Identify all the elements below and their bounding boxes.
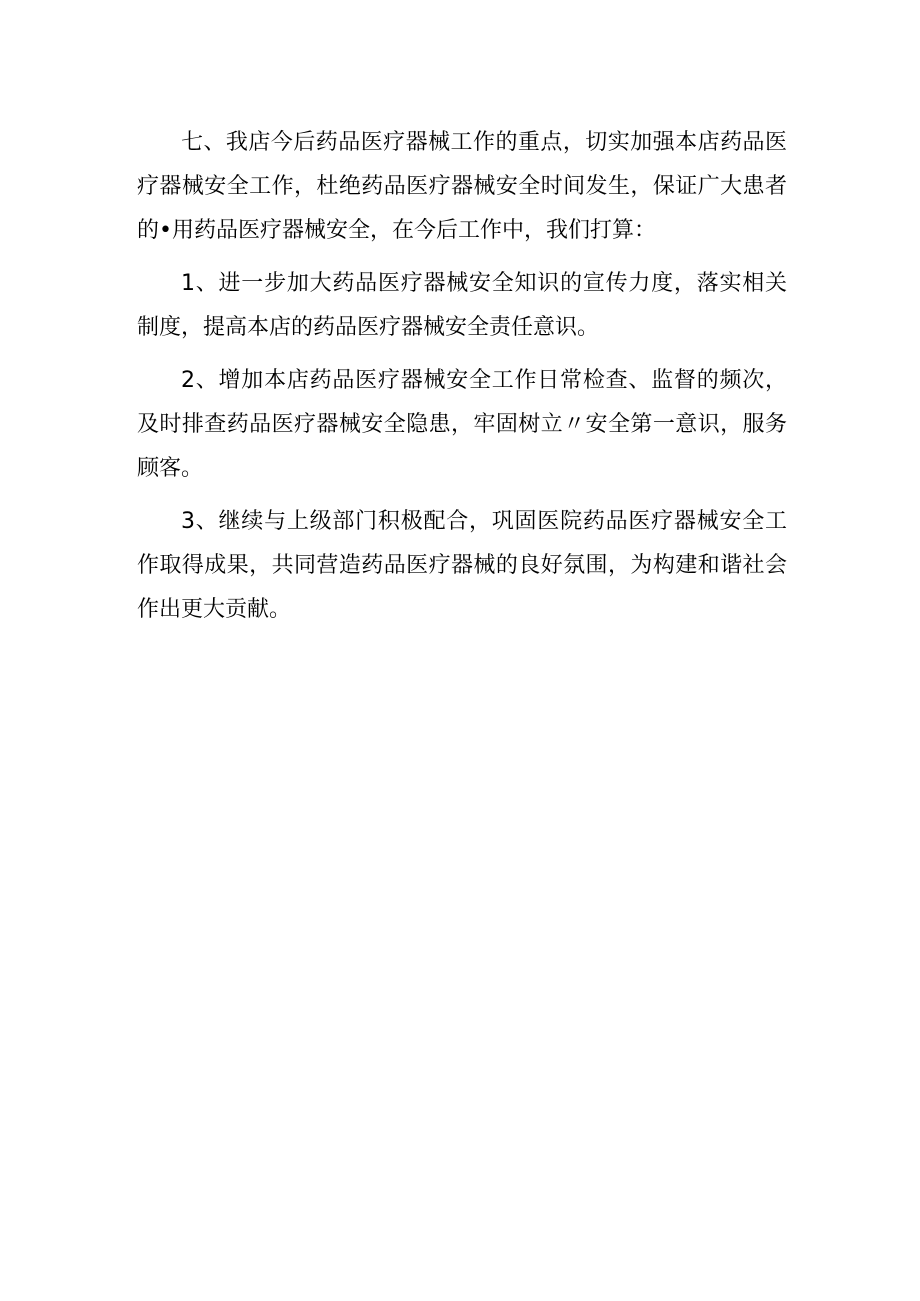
paragraph-item-2: 2、增加本店药品医疗器械安全工作日常检查、监督的频次，及时排查药品医疗器械安全隐患，牢固树立〃安全第一意识，服务顾客。 bbox=[137, 368, 787, 481]
paragraph-item-3: 3、继续与上级部门积极配合，巩固医院药品医疗器械安全工作取得成果，共同营造药品医疗器械的良好氛围，为构建和谐社会作出更大贡献。 bbox=[137, 509, 787, 622]
paragraph-section-7: 七、我店今后药品医疗器械工作的重点，切实加强本店药品医疗器械安全工作，杜绝药品医疗器械安全时间发生，保证广大患者的•用药品医疗器械安全，在今后工作中，我们打算： bbox=[137, 130, 787, 243]
document-body bbox=[137, 121, 787, 632]
paragraph-item-1: 1、进一步加大药品医疗器械安全知识的宣传力度，落实相关制度，提高本店的药品医疗器械安全责任意识。 bbox=[137, 271, 787, 340]
